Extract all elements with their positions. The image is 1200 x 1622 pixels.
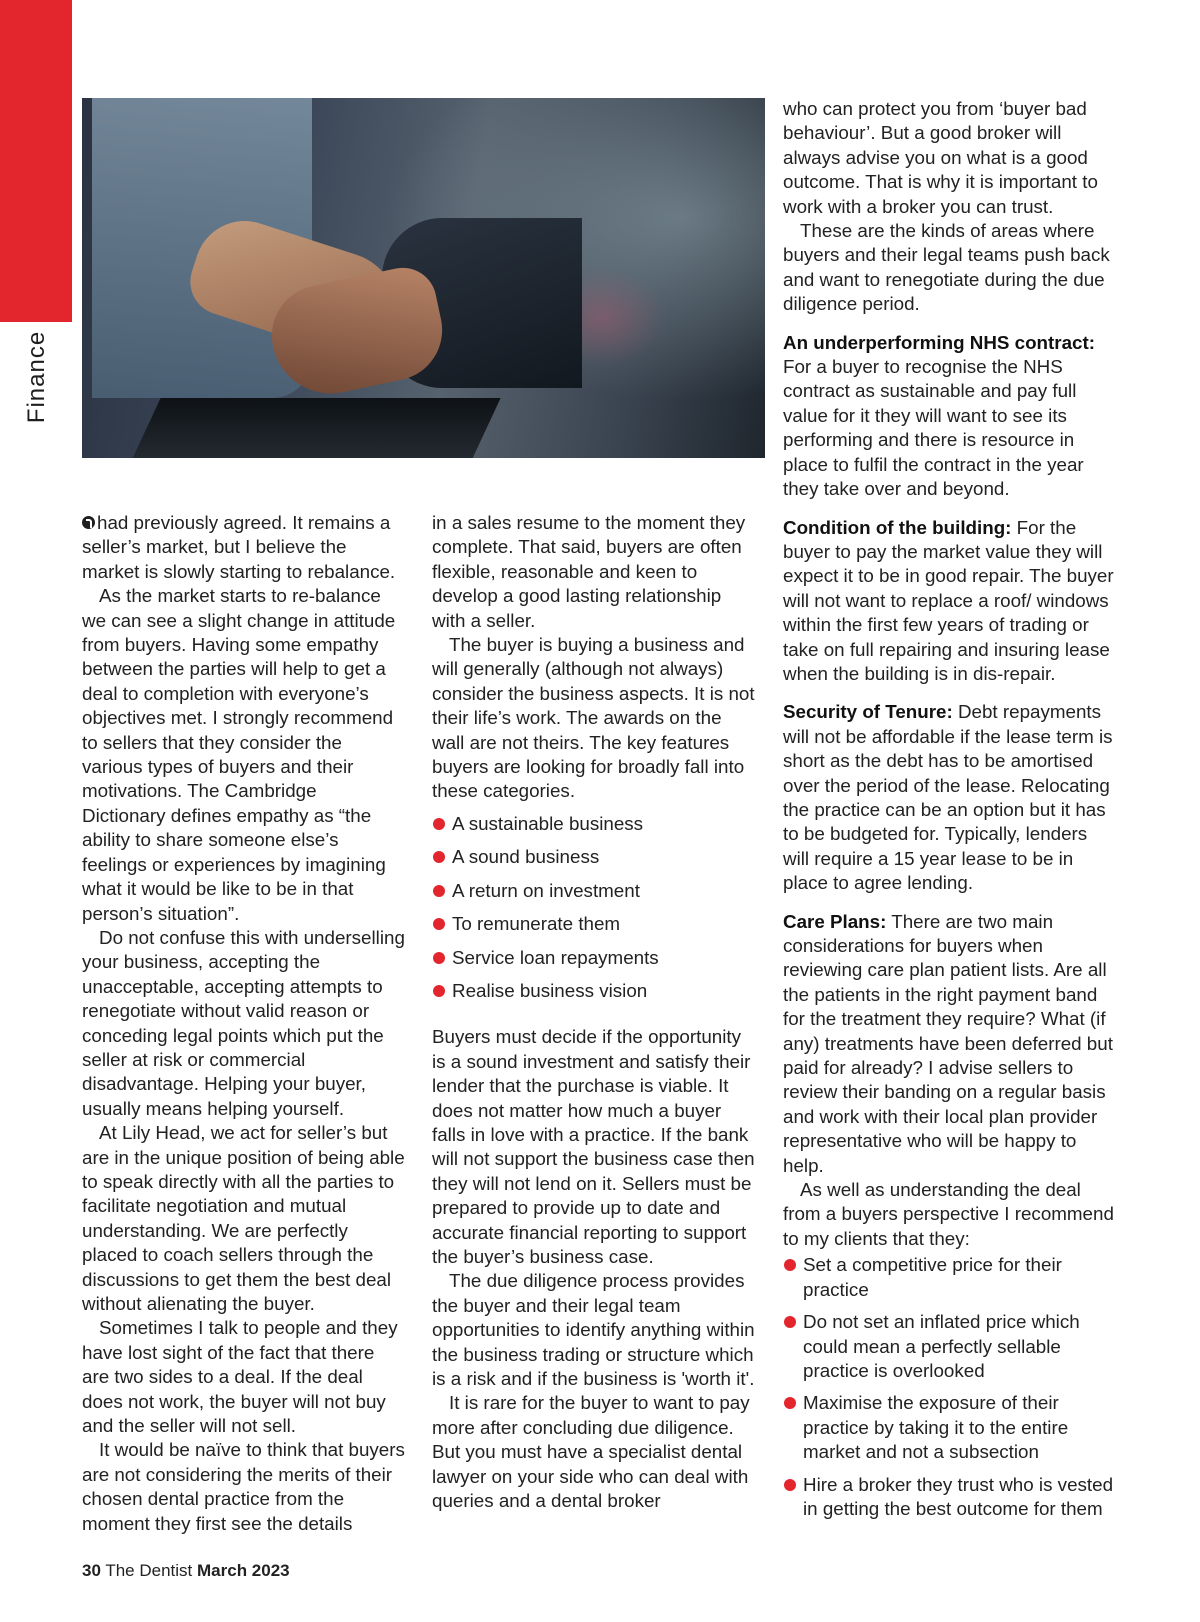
paragraph: in a sales resume to the moment they complete. That said, buyers are often flexible, reasonable and keen to develop a good lasting relationship with a seller. [432, 512, 746, 631]
handshake-photo [82, 98, 765, 458]
tenure-paragraph: Security of Tenure: Debt repayments will not be affordable if the lease term is short as the debt has to be amortised over the period of the lease. Relocating the practice can be an option but it has to be budgeted for. Typically, lenders will require a 15 year lease to be in place to agree lending. [783, 701, 1113, 894]
paragraph: As the market starts to re-balance we can see a slight change in attitude from buyers. Having some empathy between the parties will help to get a deal to completion with everyone’s objectives met. I strongly recommend to sellers that they consider the various types of buyers and their motivations. The Cambridge Dictionary defines empathy as “the ability to share someone else’s feelings or experiences by imagining what it would be like to be in that person’s situation”. [82, 585, 396, 924]
nhs-contract-paragraph: An underperforming NHS contract: For a buyer to recognise the NHS contract as sustainable and pay full value for it they will want to see its performing and there is resource in place to fulfil the contract in the year they take over and beyond. [783, 331, 1095, 500]
list-item: Do not set an inflated price which could mean a perfectly sellable practice is overlooked [783, 1310, 1116, 1383]
list-item: A sound business [432, 845, 757, 869]
article-column-1 [82, 511, 405, 1536]
buyer-features-list [432, 812, 757, 1003]
list-item: A return on investment [432, 879, 757, 903]
paragraph: Sometimes I talk to people and they have lost sight of the fact that there are two sides to a deal. If the deal does not work, the buyer will not buy and the seller will not sell. [82, 1317, 398, 1437]
paragraph: The due diligence process provides the buyer and their legal team opportunities to identify anything within the business trading or structure which is a risk and if the business is 'worth it'. [432, 1270, 755, 1389]
paragraph: The buyer is buying a business and will generally (although not always) consider the business aspects. It is not their life’s work. The awards on the wall are not theirs. The key features buyers are looking for broadly fall into these categories. [432, 634, 755, 802]
building-paragraph: Condition of the building: For the buyer to pay the market value they will expect it to be in good repair. The buyer will not want to replace a roof/ windows within the first few years of trading or take on full repairing and insuring lease when the building is in dis-repair. [783, 516, 1114, 684]
page-footer [82, 1561, 290, 1581]
continued-arrow-icon [82, 516, 95, 529]
list-item: Service loan repayments [432, 946, 757, 970]
paragraph: had previously agreed. It remains a seller’s market, but I believe the market is slowly starting to rebalance. [82, 512, 396, 582]
subheading: Care Plans: [783, 910, 887, 932]
section-color-tab [0, 0, 72, 322]
list-item: To remunerate them [432, 912, 757, 936]
issue-date: March 2023 [197, 1561, 290, 1580]
subheading: An underperforming NHS contract: [783, 331, 1095, 353]
paragraph: who can protect you from ‘buyer bad behaviour’. But a good broker will always advise you on what is a good outcome. That is why it is important to work with a broker you can trust. [783, 98, 1098, 217]
list-item: Realise business vision [432, 979, 757, 1003]
subheading: Condition of the building: [783, 516, 1012, 538]
list-item: Maximise the exposure of their practice by taking it to the entire market and not a subsection [783, 1391, 1116, 1464]
section-label: Finance [23, 330, 50, 424]
subheading: Security of Tenure: [783, 701, 953, 723]
article-column-2 [432, 511, 757, 1513]
page-number: 30 [82, 1561, 101, 1580]
paragraph: As well as understanding the deal from a buyers perspective I recommend to my clients that they: [783, 1179, 1114, 1249]
list-item: A sustainable business [432, 812, 757, 836]
paragraph: It is rare for the buyer to want to pay more after concluding due diligence. But you must have a specialist dental lawyer on your side who can deal with queries and a dental broker [432, 1392, 750, 1512]
article-column-3 [783, 97, 1116, 1529]
paragraph: Do not confuse this with underselling your business, accepting the unacceptable, accepting attempts to renegotiate without valid reason or conceding legal points which put the seller at risk or commercial disadvantage. Helping your buyer, usually means helping yourself. [82, 926, 405, 1119]
paragraph: It would be naïve to think that buyers are not considering the merits of their chosen dental practice from the moment they first see the details [82, 1439, 405, 1534]
recommendations-list [783, 1253, 1116, 1521]
paragraph: Buyers must decide if the opportunity is a sound investment and satisfy their lender that the purchase is viable. It does not matter how much a buyer falls in love with a practice. If the bank will not support the business case then they will not lend on it. Sellers must be prepared to provide up to date and accurate financial reporting to support the buyer’s business case. [432, 1026, 755, 1267]
care-plans-paragraph: Care Plans: There are two main considerations for buyers when reviewing care plan patient lists. Are all the patients in the right payment band for the treatment they require? What (if any) treatments have been deferred but paid for already? I advise sellers to review their banding on a regular basis and work with their local plan provider representative who will be happy to help. [783, 910, 1113, 1176]
paragraph: At Lily Head, we act for seller’s but are in the unique position of being able to speak directly with all the parties to facilitate negotiation and mutual understanding. We are perfectly placed to coach sellers through the discussions to get them the best deal without alienating the buyer. [82, 1122, 405, 1314]
magazine-name: The Dentist [105, 1561, 193, 1580]
list-item: Hire a broker they trust who is vested in getting the best outcome for them [783, 1473, 1116, 1522]
list-item: Set a competitive price for their practice [783, 1253, 1116, 1302]
paragraph: These are the kinds of areas where buyers and their legal teams push back and want to renegotiate during the due diligence period. [783, 220, 1110, 315]
